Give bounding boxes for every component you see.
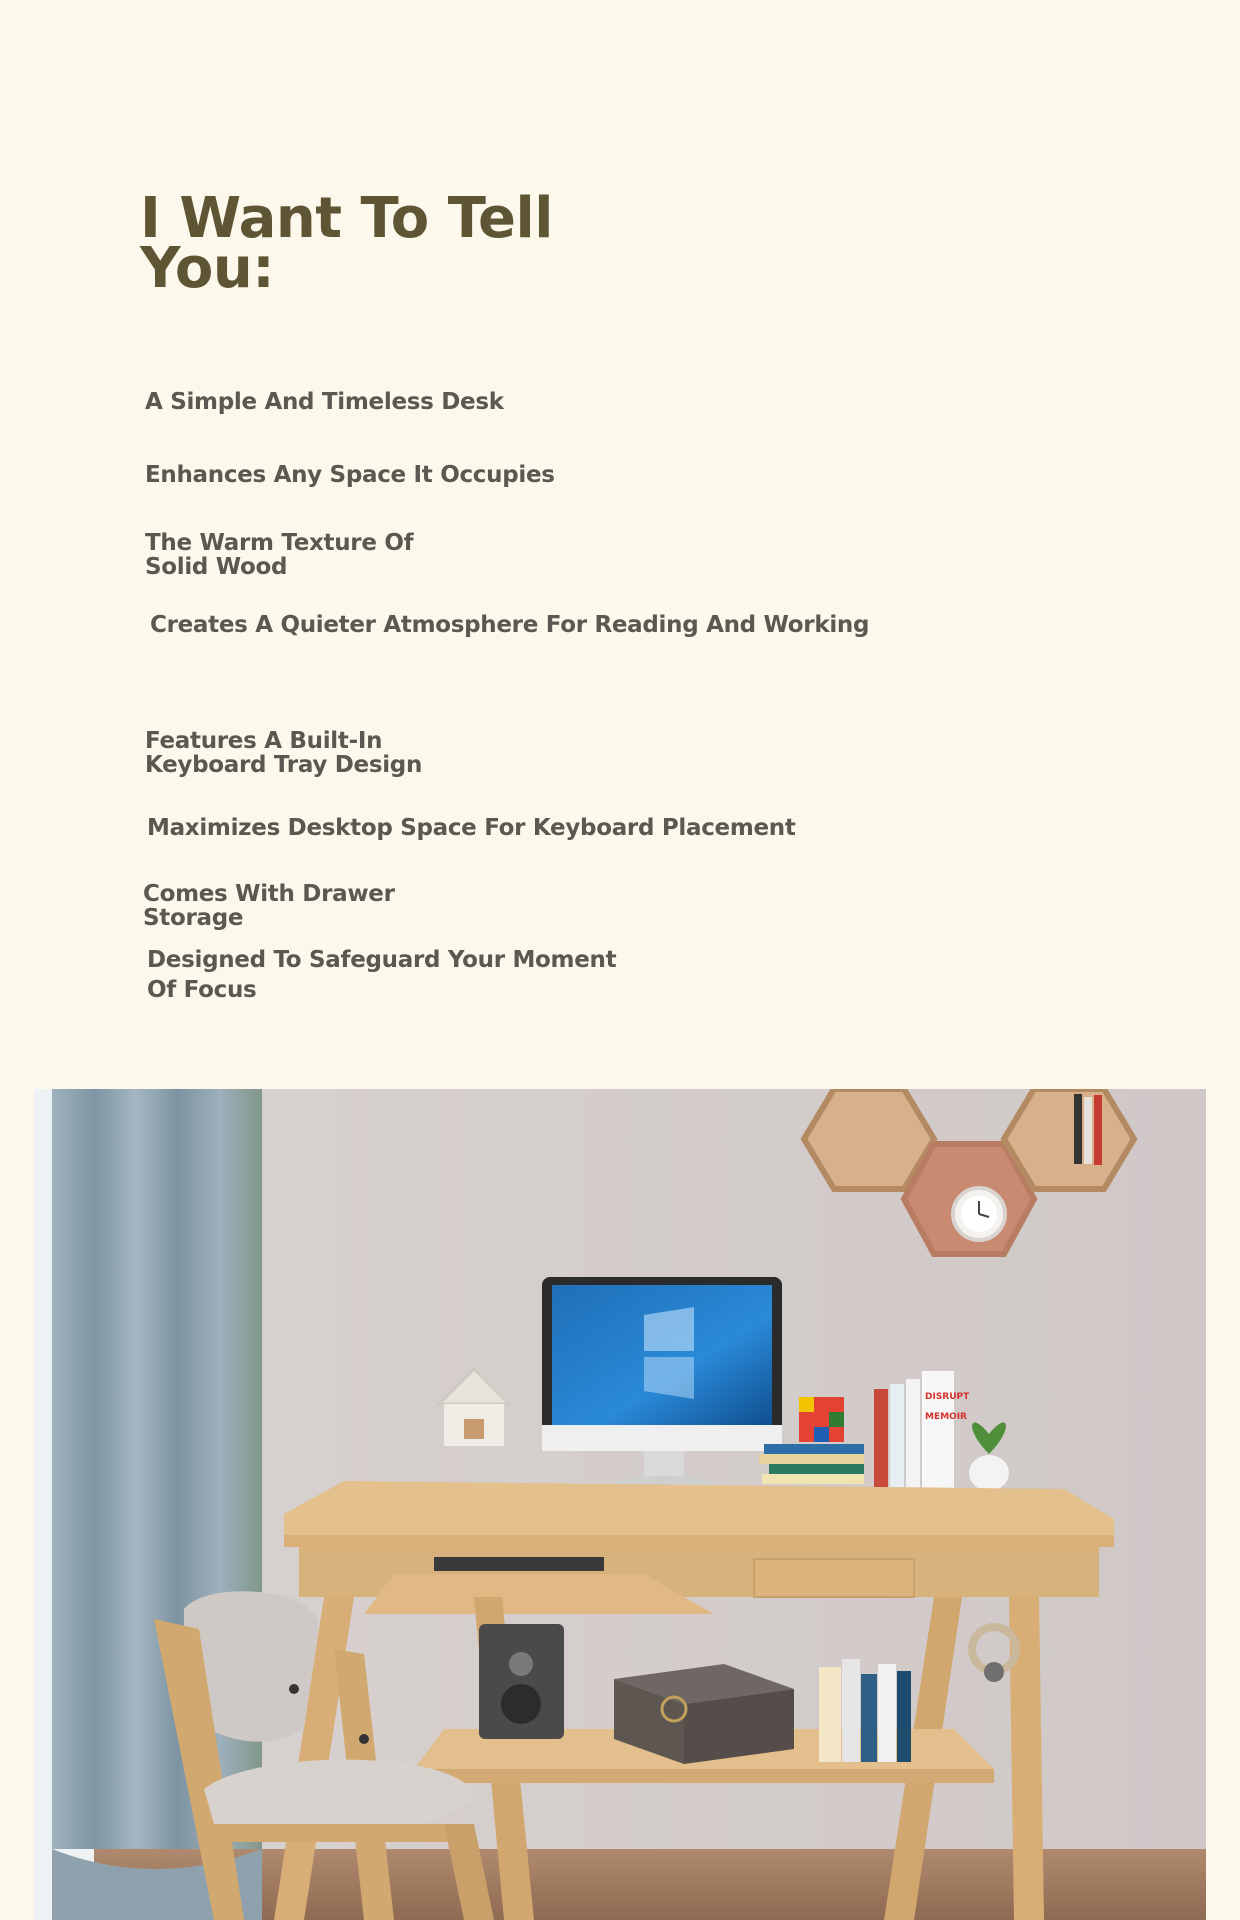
product-photo (34, 1089, 1206, 1920)
feature-keyboard-tray: Features A Built-In Keyboard Tray Design (145, 728, 423, 778)
book-spine-subtitle: MEMOIR (925, 1412, 967, 1422)
speaker (479, 1624, 564, 1739)
feature-drawer-storage: Comes With Drawer Storage (143, 881, 395, 931)
book-spine-title: DISRUPT (925, 1392, 970, 1402)
feature-safeguard-focus: Designed To Safeguard Your Moment Of Focus (147, 947, 617, 1003)
feature-quieter-atmosphere: Creates A Quieter Atmosphere For Reading And Working (150, 612, 870, 638)
page-title: I Want To Tell You: (140, 186, 553, 301)
shelf-books (819, 1659, 911, 1762)
feature-warm-texture: The Warm Texture Of Solid Wood (145, 530, 414, 580)
feature-enhances-space: Enhances Any Space It Occupies (145, 462, 555, 488)
feature-desktop-space: Maximizes Desktop Space For Keyboard Placement (147, 815, 796, 841)
feature-simple-desk: A Simple And Timeless Desk (145, 389, 504, 415)
